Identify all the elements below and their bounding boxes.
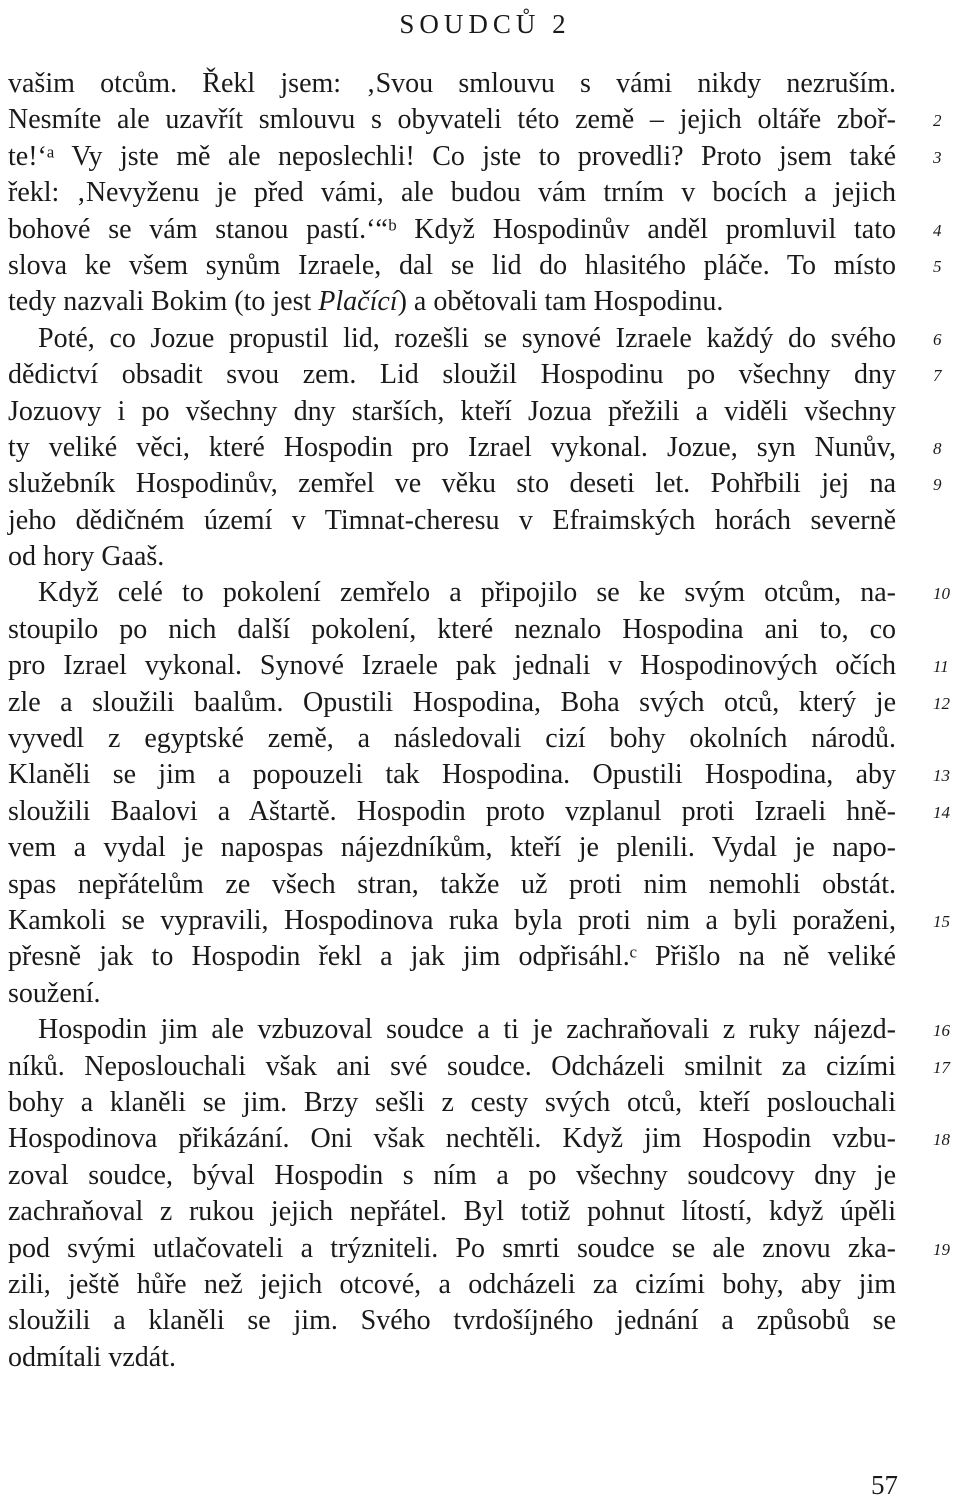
line-text: jeho dědičném území v Timnat-cheresu v Efraimských horách severně	[8, 504, 896, 536]
text-line	[8, 1194, 896, 1230]
line-text: stoupilo po nich další pokolení, které neznalo Hospodina ani to, co	[8, 613, 896, 645]
text-line	[8, 102, 942, 138]
line-text: tedy nazvali Bokim (to jest Plačící) a obětovali tam Hospodinu.	[8, 286, 724, 318]
text-line	[8, 321, 942, 357]
line-text: pro Izrael vykonal. Synové Izraele pak jednali v Hospodinových očích	[8, 650, 896, 682]
verse-number: 16	[933, 1021, 950, 1041]
line-text: vašim otcům. Řekl jsem: ‚Svou smlouvu s vámi nikdy nezruším.	[8, 68, 896, 99]
line-text: bohy a klaněli se jim. Brzy sešli z cesty svých otců, kteří poslouchali	[8, 1086, 896, 1118]
text-line	[8, 1049, 950, 1085]
line-text: spas nepřátelům ze všech stran, takže už proti nim nemohli obstát.	[8, 868, 896, 900]
text-line	[8, 1012, 950, 1048]
line-text: Hospodinova přikázání. Oni však nechtěli. Když jim Hospodin vzbu-	[8, 1123, 896, 1155]
line-text: dědictví obsadit svou zem. Lid sloužil Hospodinu po všechny dny	[8, 359, 896, 391]
line-text: sloužili a klaněli se jim. Svého tvrdošíjného jednání a způsobů se	[8, 1305, 896, 1337]
line-text: níků. Neposlouchali však ani své soudce. Odcházeli smilnit za cizími	[8, 1050, 896, 1082]
text-line	[8, 1158, 896, 1194]
verse-number: 6	[933, 329, 942, 349]
line-text: Klaněli se jim a popouzeli tak Hospodina. Opustili Hospodina, aby	[8, 759, 896, 791]
line-text: Poté, co Jozue propustil lid, rozešli se synové Izraele každý do svého	[38, 322, 896, 354]
verse-number: 8	[933, 438, 942, 458]
verse-number: 11	[933, 657, 949, 677]
text-line	[8, 284, 896, 320]
text-line	[8, 685, 950, 721]
text-line	[8, 212, 942, 248]
text-line	[8, 867, 896, 903]
text-line	[8, 175, 896, 211]
text-line	[8, 939, 896, 975]
text-line	[8, 357, 942, 393]
running-header: SOUDCŮ 2	[399, 9, 571, 39]
line-text: Jozuovy i po všechny dny starších, kteří Jozua přežili a viděli všechny	[8, 395, 896, 427]
text-line	[8, 539, 896, 575]
text-line	[8, 830, 896, 866]
text-line	[8, 575, 950, 611]
line-text: Když celé to pokolení zemřelo a připojilo se ke svým otcům, na-	[38, 577, 896, 609]
line-text: zachraňoval z rukou jejich nepřátel. Byl totiž pohnut lítostí, když úpěli	[8, 1196, 896, 1228]
line-text: odmítali vzdát.	[8, 1341, 176, 1373]
line-text: vem a vydal je napospas nájezdníkům, kteří je plenili. Vydal je napo-	[8, 832, 896, 864]
verse-number: 17	[933, 1057, 950, 1077]
text-line	[8, 612, 896, 648]
text-line	[8, 66, 896, 102]
verse-number: 5	[933, 256, 942, 276]
text-line	[8, 1340, 896, 1376]
text-line	[8, 648, 949, 684]
text-line	[8, 503, 896, 539]
line-text: zle a sloužili baalům. Opustili Hospodina, Boha svých otců, který je	[8, 686, 896, 718]
text-line	[8, 903, 950, 939]
verse-number: 14	[933, 802, 950, 822]
line-text: bohové se vám stanou pastí.‘“ᵇ Když Hospodinův anděl promluvil tato	[8, 213, 896, 245]
text-line	[8, 1085, 896, 1121]
verse-number: 10	[933, 584, 950, 604]
line-text: řekl: ‚Nevyženu je před vámi, ale budou vám trním v bocích a jejich	[8, 177, 896, 209]
line-text: ty veliké věci, které Hospodin pro Izrael vykonal. Jozue, syn Nunův,	[8, 431, 896, 463]
text-line	[8, 1121, 950, 1157]
verse-number: 9	[933, 475, 942, 495]
text-line	[8, 394, 896, 430]
line-text: te!‘ᵃ Vy jste mě ale neposlechli! Co jste to provedli? Proto jsem také	[8, 140, 896, 172]
text-line	[8, 430, 942, 466]
verse-number: 13	[933, 766, 950, 786]
line-text: vyvedl z egyptské země, a následovali cizí bohy okolních národů.	[8, 723, 896, 755]
text-line	[8, 466, 942, 502]
text-line	[8, 976, 896, 1012]
line-text: od hory Gaaš.	[8, 541, 165, 573]
verse-number: 3	[933, 147, 942, 167]
verse-number: 12	[933, 693, 950, 713]
line-text: soužení.	[8, 977, 101, 1009]
verse-number: 18	[933, 1130, 950, 1150]
text-line	[8, 248, 942, 284]
line-text: Nesmíte ale uzavřít smlouvu s obyvateli této země – jejich oltáře zboř-	[8, 104, 896, 136]
line-text: slova ke všem synům Izraele, dal se lid do hlasitého pláče. To místo	[8, 249, 896, 281]
verse-number: 4	[933, 220, 942, 240]
text-line	[8, 757, 950, 793]
text-line	[8, 1231, 950, 1267]
text-line	[8, 721, 896, 757]
line-text: pod svými utlačovateli a trýzniteli. Po smrti soudce se ale znovu zka-	[8, 1232, 896, 1264]
verse-number: 7	[933, 366, 942, 386]
line-text: Kamkoli se vypravili, Hospodinova ruka byla proti nim a byli poraženi,	[8, 904, 896, 936]
verse-number: 19	[933, 1239, 950, 1259]
verse-number: 15	[933, 911, 950, 931]
text-line	[8, 139, 942, 175]
page-number: 57	[871, 1470, 898, 1500]
line-text: zili, ještě hůře než jejich otcové, a odcházeli za cizími bohy, aby jim	[8, 1268, 896, 1300]
line-text: přesně jak to Hospodin řekl a jak jim odpřisáhl.ᶜ Přišlo na ně veliké	[8, 941, 896, 973]
text-line	[8, 1303, 896, 1339]
line-text: služebník Hospodinův, zemřel ve věku sto deseti let. Pohřbili jej na	[8, 468, 896, 500]
text-line	[8, 1267, 896, 1303]
text-line	[8, 794, 950, 830]
body-text	[8, 66, 950, 1376]
verse-number: 2	[933, 111, 942, 131]
line-text: zoval soudce, býval Hospodin s ním a po všechny soudcovy dny je	[8, 1159, 896, 1191]
line-text: Hospodin jim ale vzbuzoval soudce a ti je zachraňovali z ruky nájezd-	[38, 1014, 896, 1046]
line-text: sloužili Baalovi a Aštartě. Hospodin proto vzplanul proti Izraeli hně-	[8, 795, 896, 827]
